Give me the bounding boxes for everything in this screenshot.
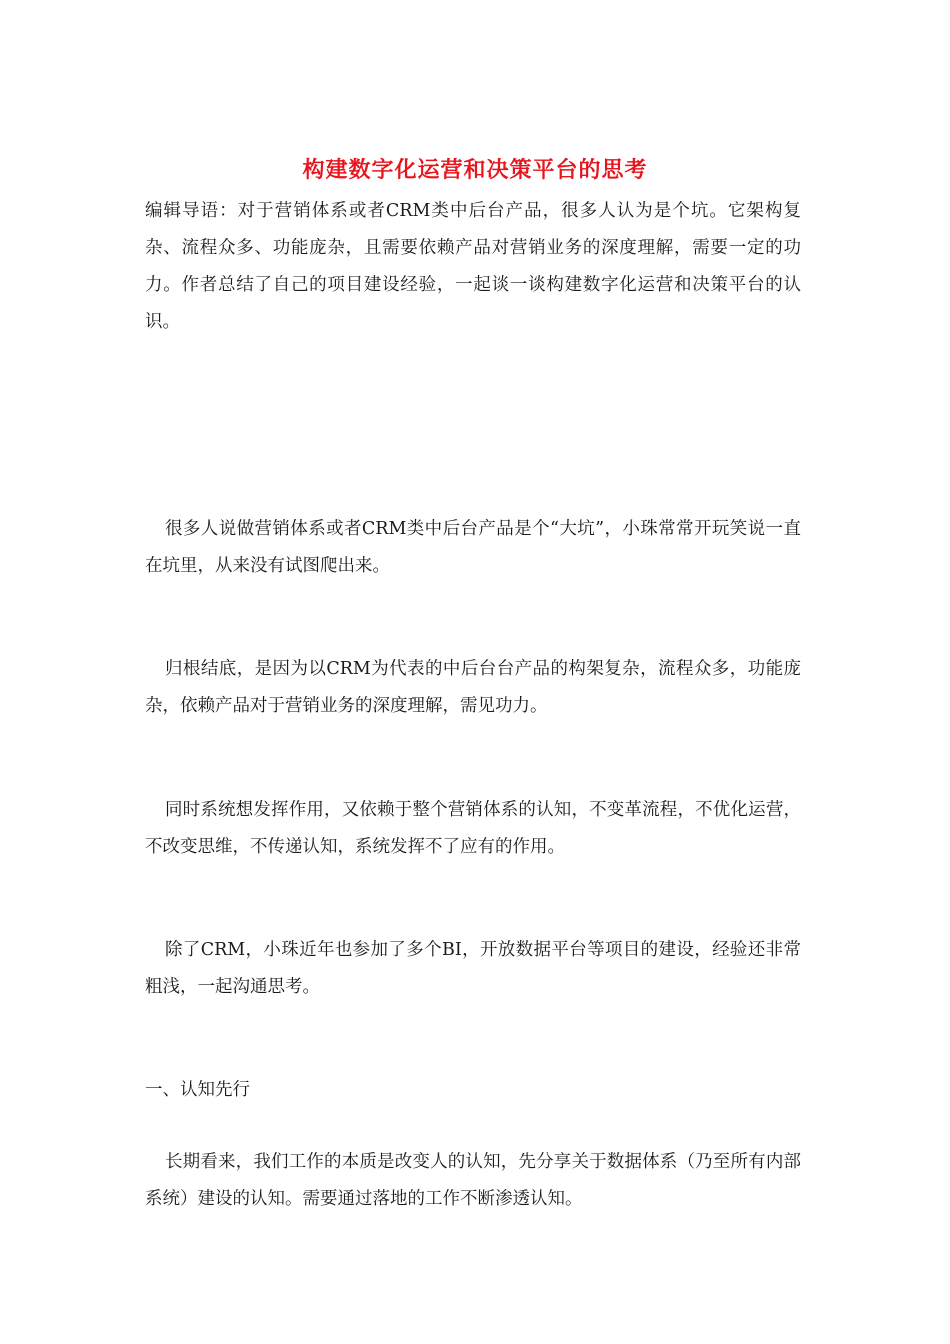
body-paragraph: 很多人说做营销体系或者CRM类中后台产品是个“大坑”，小珠常常开玩笑说一直在坑里，从来没有试图爬出来。 <box>145 519 801 576</box>
section-paragraph: 长期看来，我们工作的本质是改变人的认知，先分享关于数据体系（乃至所有内部系统）建设的认知。需要通过落地的工作不断渗透认知。 <box>145 1152 801 1209</box>
body-paragraph: 归根结底，是因为以CRM为代表的中后台台产品的构架复杂，流程众多，功能庞杂，依赖产品对于营销业务的深度理解，需见功力。 <box>145 659 801 716</box>
document-title: 构建数字化运营和决策平台的思考 <box>302 157 648 183</box>
body-paragraph: 除了CRM，小珠近年也参加了多个BI，开放数据平台等项目的建设，经验还非常粗浅，一起沟通思考。 <box>145 940 801 997</box>
section-heading: 一、认知先行 <box>145 1080 250 1100</box>
body-paragraph: 同时系统想发挥作用，又依赖于整个营销体系的认知，不变革流程，不优化运营，不改变思维，不传递认知，系统发挥不了应有的作用。 <box>145 800 801 857</box>
editor-intro-paragraph: 编辑导语：对于营销体系或者CRM类中后台产品，很多人认为是个坑。它架构复杂、流程众多、功能庞杂，且需要依赖产品对营销业务的深度理解，需要一定的功力。作者总结了自己的项目建设经验，一起谈一谈构建数字化运营和决策平台的认识。 <box>145 201 801 332</box>
